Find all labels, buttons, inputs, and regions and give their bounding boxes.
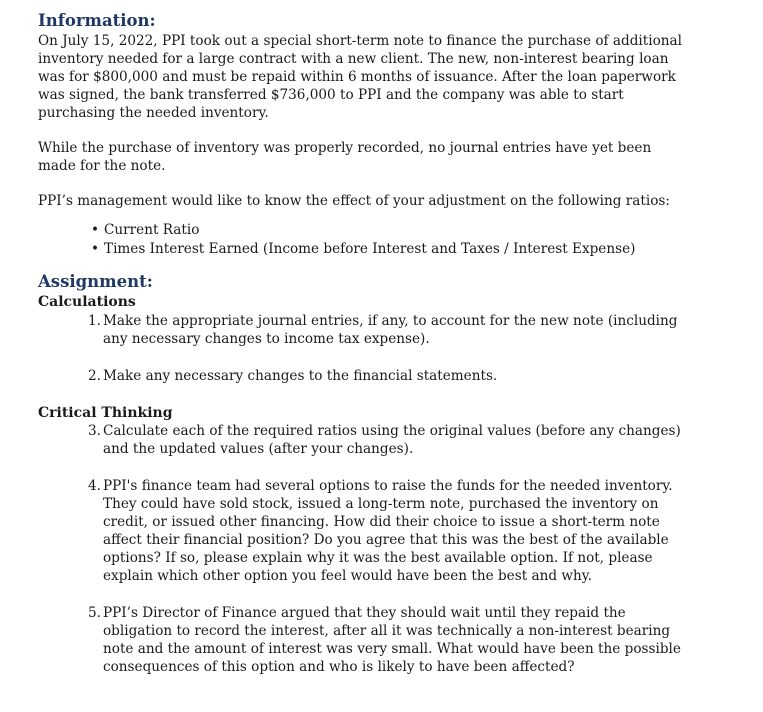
task-number-3: 3. xyxy=(88,423,101,439)
task-number-5: 5. xyxy=(88,605,101,621)
task-number-2: 2. xyxy=(88,368,101,384)
task-item-3 xyxy=(88,422,688,458)
critical-thinking-list xyxy=(38,422,688,676)
task-item-5 xyxy=(88,604,688,676)
ratio-item-times-interest-earned: • Times Interest Earned (Income before Interest and Taxes / Interest Expense) xyxy=(104,240,688,259)
task-item-1 xyxy=(88,312,688,348)
task-item-2 xyxy=(88,367,688,385)
task-text-5: PPI’s Director of Finance argued that they should wait until they repaid the obligation to record the interest, after all it was technically a non-interest bearing note and the amount of interest was very small. What would have been the possible consequences of this option and who is likely to have been affected? xyxy=(103,605,681,675)
task-text-3: Calculate each of the required ratios using the original values (before any changes) and the updated values (after your changes). xyxy=(103,423,681,457)
information-paragraph-3: PPI’s management would like to know the effect of your adjustment on the following ratios: xyxy=(38,193,670,209)
task-item-4 xyxy=(88,477,688,585)
task-number-4: 4. xyxy=(88,478,101,494)
task-text-4: PPI's finance team had several options to raise the funds for the needed inventory. They could have sold stock, issued a long-term note, purchased the inventory on credit, or issued other financing. How did their choice to issue a short-term note affect their financial position? Do you agree that this was the best of the available options? If so, please explain why it was the best available option. If not, please explain which other option you feel would have been the best and why. xyxy=(103,478,673,584)
ratio-list xyxy=(38,221,688,259)
information-paragraph-2: While the purchase of inventory was properly recorded, no journal entries have yet been made for the note. xyxy=(38,140,652,174)
critical-thinking-heading: Critical Thinking xyxy=(38,405,173,421)
task-text-1: Make the appropriate journal entries, if any, to account for the new note (including any necessary changes to income tax expense). xyxy=(103,313,678,347)
information-heading: Information: xyxy=(38,11,156,30)
task-text-2: Make any necessary changes to the financial statements. xyxy=(103,368,498,384)
task-number-1: 1. xyxy=(88,313,101,329)
information-paragraph-1: On July 15, 2022, PPI took out a special short-term note to finance the purchase of additional inventory needed for a large contract with a new client. The new, non-interest bearing loan was for $800,000 and must be repaid within 6 months of issuance. After the loan paperwork was signed, the bank transferred $736,000 to PPI and the company was able to start purchasing the needed inventory. xyxy=(38,33,682,121)
calculations-heading: Calculations xyxy=(38,294,136,310)
ratio-item-current-ratio: • Current Ratio xyxy=(104,221,688,240)
calculations-list xyxy=(38,312,688,385)
assignment-heading: Assignment: xyxy=(38,272,153,291)
